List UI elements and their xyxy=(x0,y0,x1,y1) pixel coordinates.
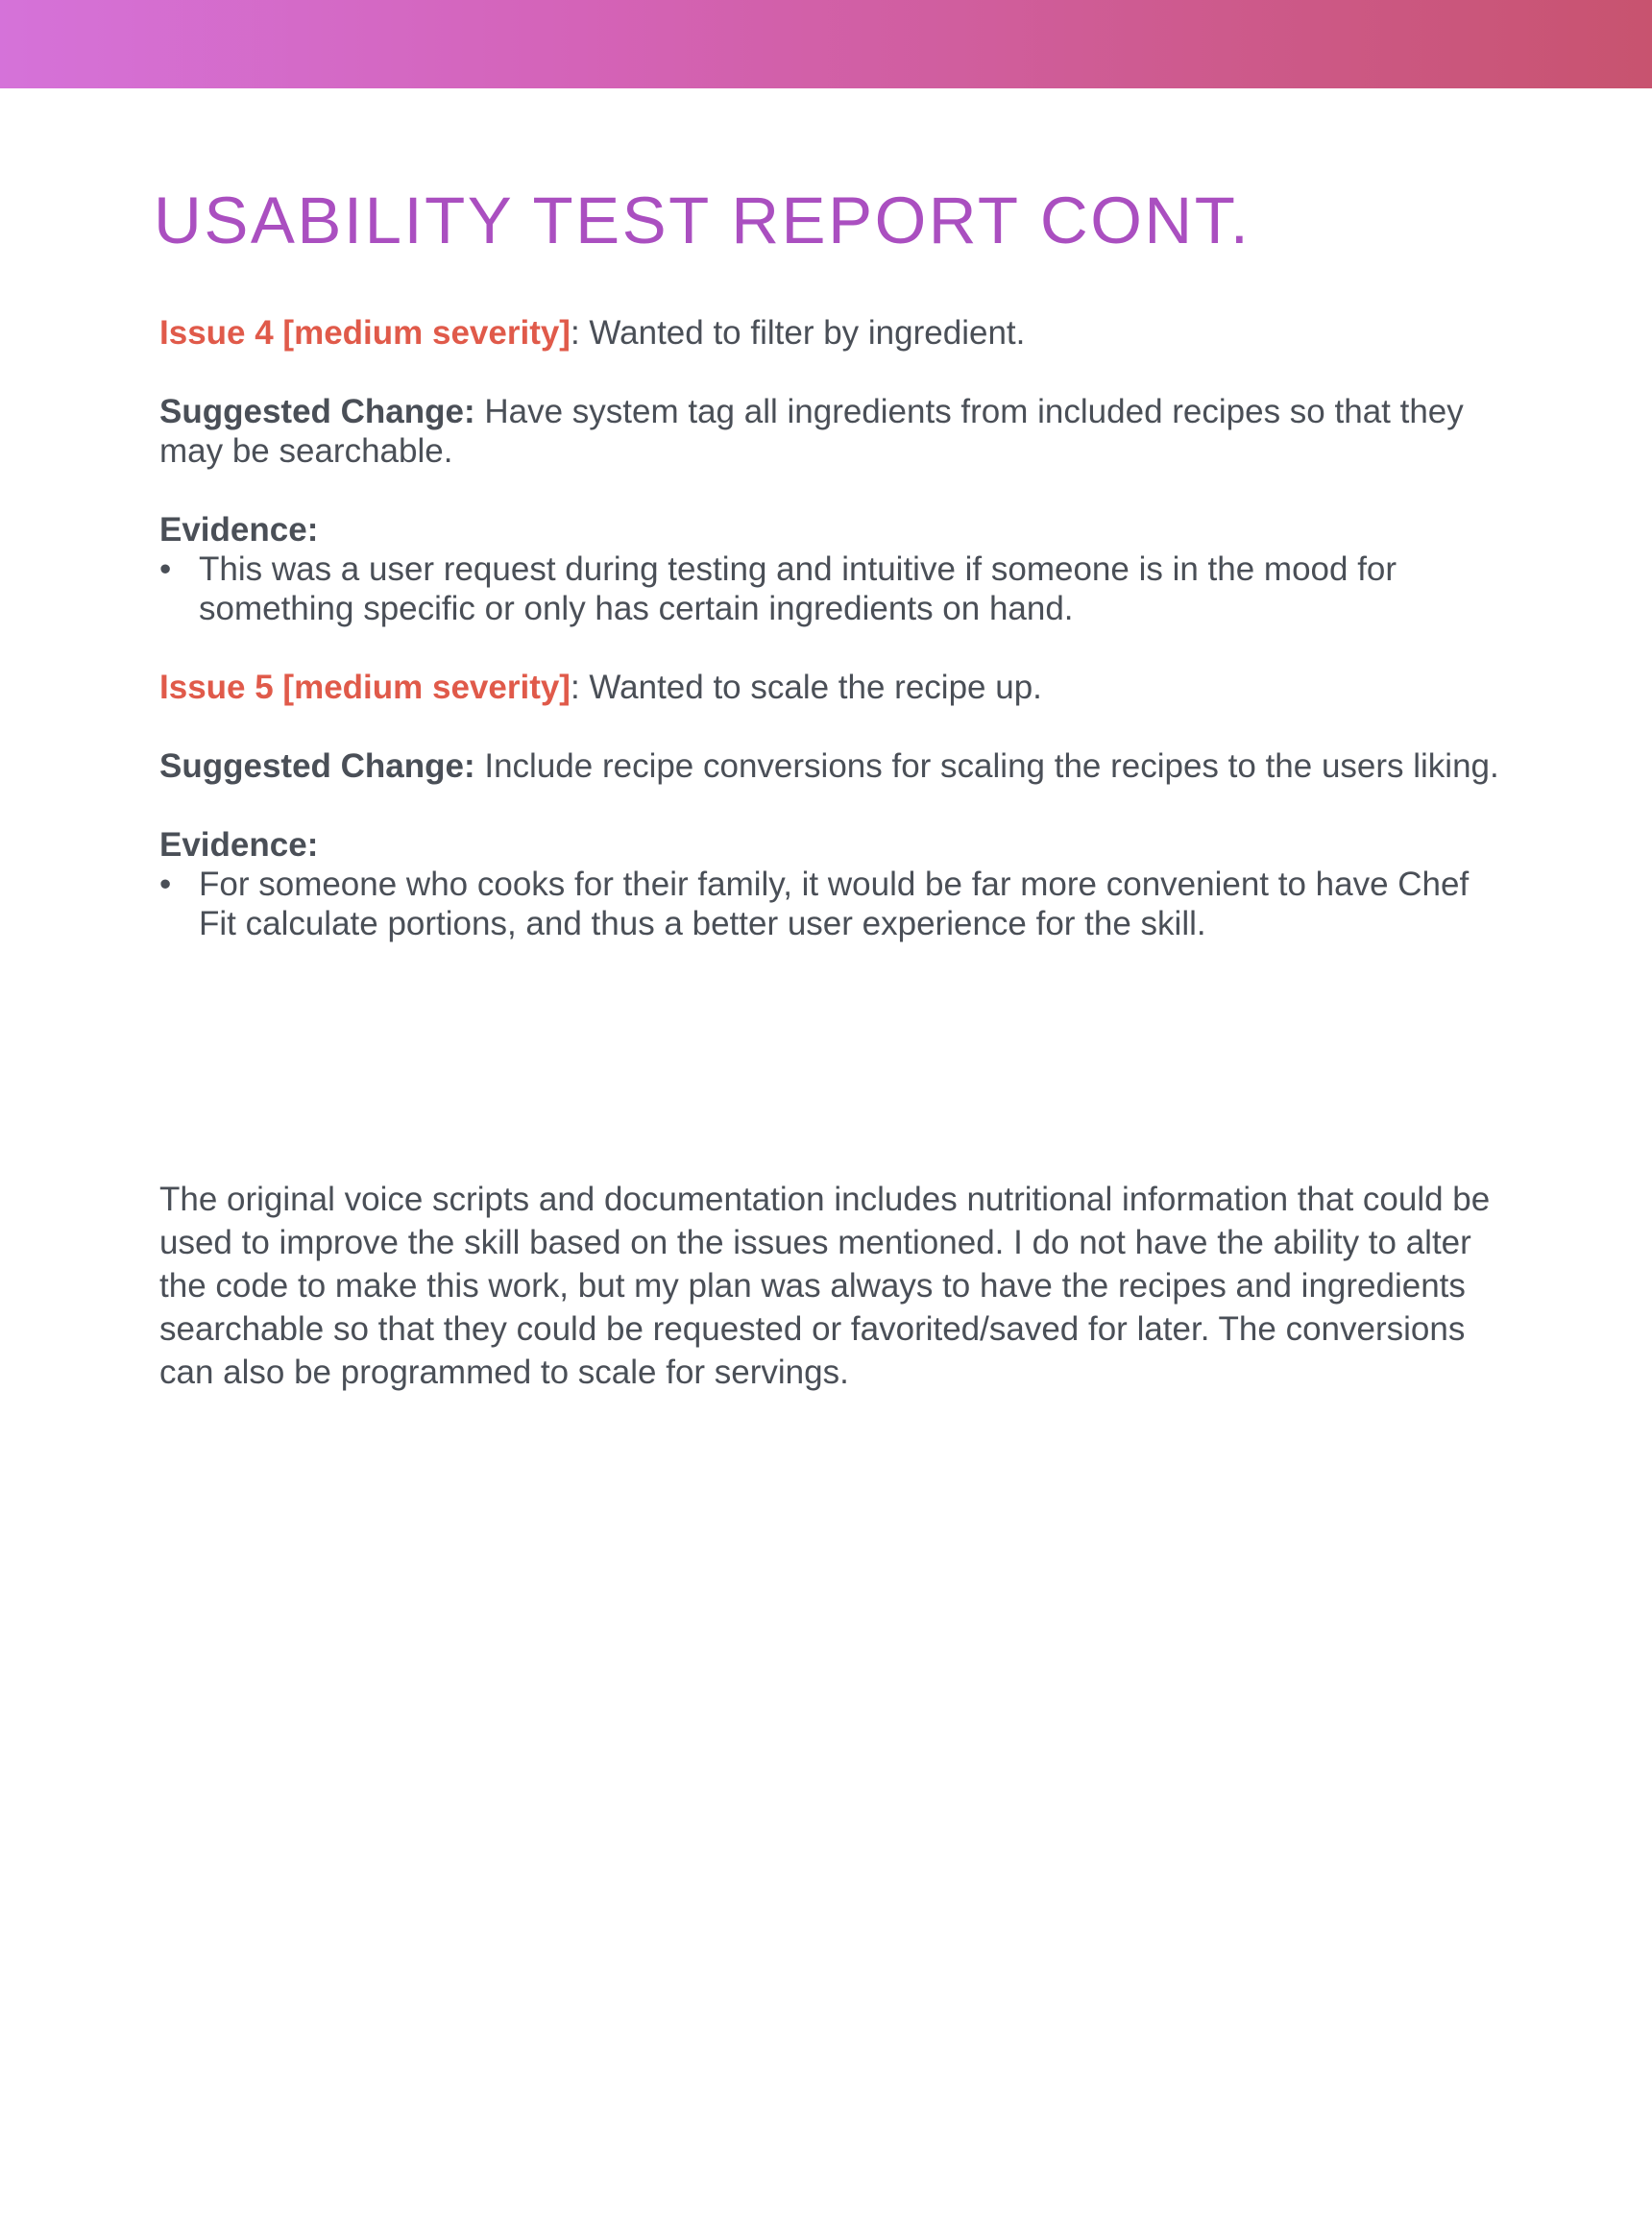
bullet-icon: • xyxy=(159,550,172,588)
issue-4-description: : Wanted to filter by ingredient. xyxy=(570,314,1026,352)
issue-5-evidence-list xyxy=(159,865,1504,943)
issue-5-heading xyxy=(159,668,1504,707)
header-gradient-band xyxy=(0,0,1652,88)
issue-4-suggested-change-label: Suggested Change: xyxy=(159,393,475,430)
page-title: USABILITY TEST REPORT CONT. xyxy=(154,183,1251,257)
issue-4-evidence-label: Evidence: xyxy=(159,511,319,549)
issue-5-description: : Wanted to scale the recipe up. xyxy=(570,669,1042,706)
issue-4-suggested-change-text: Have system tag all ingredients from included recipes so that they may be searchable. xyxy=(159,393,1464,470)
issue-4-label: Issue 4 [medium severity] xyxy=(159,314,571,352)
evidence-text: This was a user request during testing and intuitive if someone is in the mood for something specific or only has certain ingredients on hand. xyxy=(199,550,1397,627)
issue-5-label: Issue 5 [medium severity] xyxy=(159,669,571,706)
issue-4-evidence-list xyxy=(159,549,1504,628)
issues-section xyxy=(159,313,1504,983)
bullet-icon: • xyxy=(159,866,172,903)
issue-5-suggested-change-text: Include recipe conversions for scaling the recipes to the users liking. xyxy=(474,747,1499,785)
issue-5-suggested-change xyxy=(159,746,1504,786)
issue-4-heading xyxy=(159,313,1504,353)
closing-paragraph: The original voice scripts and documentation includes nutritional information that could be used to improve the skill based on the issues mentioned. I do not have the ability to alter the code to make this work, but my plan was always to have the recipes and ingredients searchable so that they could be requested or favorited/saved for later. The conversions can also be programmed to scale for servings. xyxy=(159,1181,1491,1391)
issue-4-suggested-change xyxy=(159,392,1504,471)
issue-5-suggested-change-label: Suggested Change: xyxy=(159,747,475,785)
list-item xyxy=(159,865,1504,943)
issue-5-evidence-label: Evidence: xyxy=(159,826,319,864)
evidence-text: For someone who cooks for their family, it would be far more convenient to have Chef Fit calculate portions, and thus a better user experience for the skill. xyxy=(199,866,1470,942)
list-item xyxy=(159,549,1504,628)
